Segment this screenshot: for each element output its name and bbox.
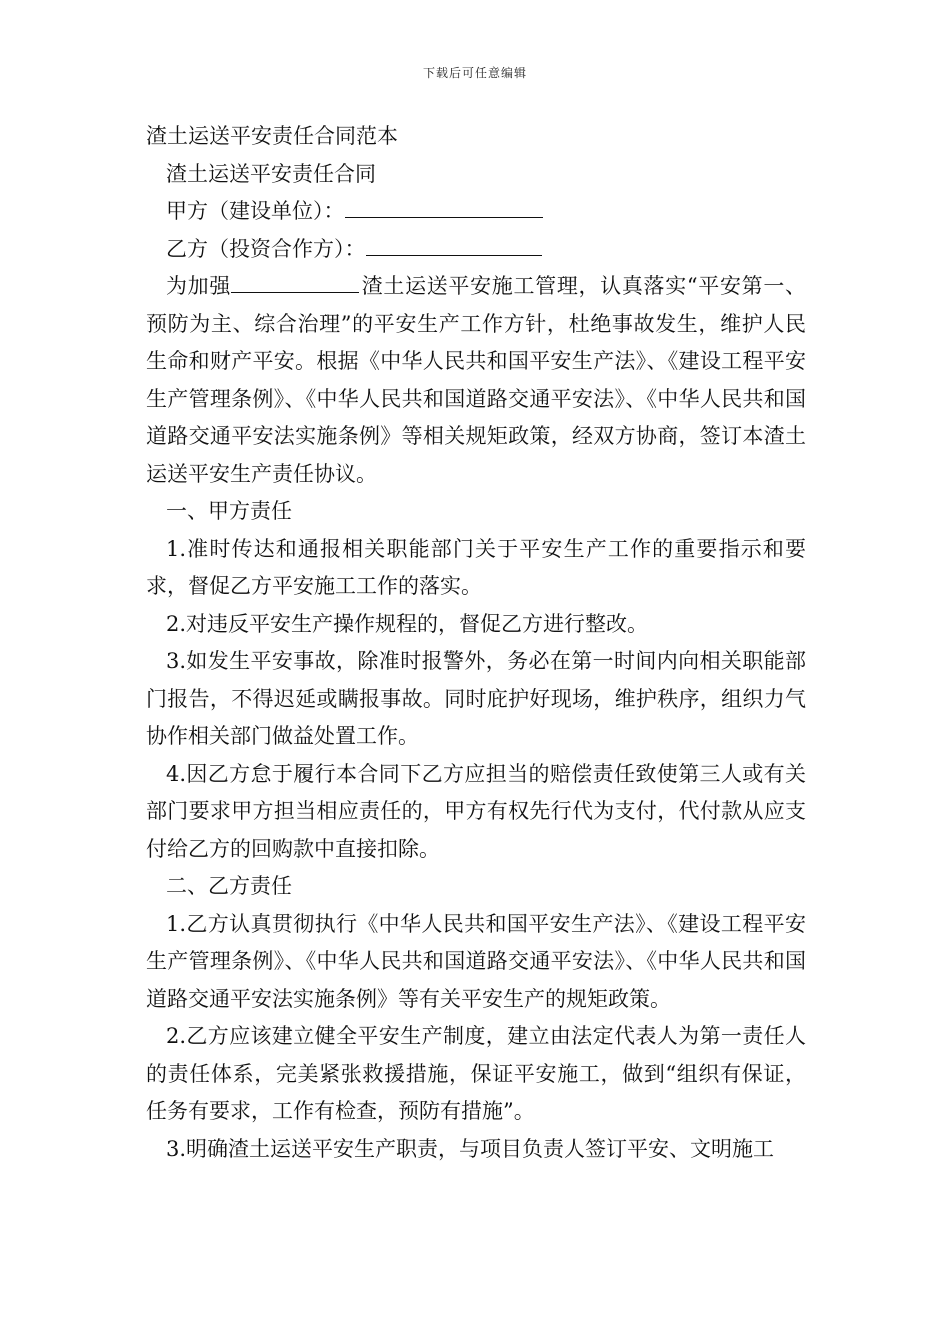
- section-1-item: 3.如发生平安事故，除准时报警外，务必在第一时间内向相关职能部门报告，不得迟延或瞒报事故。同时庇护好现场，维护秩序，组织力气协作相关部门做益处置工作。: [146, 649, 806, 748]
- contract-title: 渣土运送平安责任合同: [166, 161, 376, 186]
- document-title: 渣土运送平安责任合同范本: [146, 124, 398, 148]
- party-a-line: [146, 193, 806, 231]
- party-b-label: 乙方（投资合作方）：: [166, 236, 366, 261]
- party-a-label: 甲方（建设单位）：: [166, 199, 345, 223]
- section-1-item: 2.对违反平安生产操作规程的，督促乙方进行整改。: [166, 611, 649, 636]
- section-1-item: 4.因乙方怠于履行本合同下乙方应担当的赔偿责任致使第三人或有关部门要求甲方担当相应责任的，甲方有权先行代为支付，代付款从应支付给乙方的回购款中直接扣除。: [146, 761, 806, 861]
- section-2-item: 3.明确渣土运送平安生产职责，与项目负责人签订平安、文明施工: [166, 1136, 775, 1161]
- intro-prefix: 为加强: [166, 274, 232, 298]
- section-2-heading: 二、乙方责任: [166, 874, 292, 898]
- document-body: [146, 118, 806, 1168]
- intro-paragraph: [146, 268, 806, 493]
- section-1-heading: 一、甲方责任: [166, 499, 292, 523]
- intro-blank: [231, 270, 359, 293]
- intro-rest: 渣土运送平安施工管理，认真落实“平安第一、预防为主、综合治理”的平安生产工作方针，杜绝事故发生，维护人民生命和财产平安。根据《中华人民共和国平安生产法》、《建设工程平安生产管理条例》、《中华人民共和国道路交通平安法》、《中华人民共和国道路交通平安法实施条例》等相关规矩政策，经双方协商，签订本渣土运送平安生产责任协议。: [146, 274, 807, 486]
- party-a-blank: [345, 195, 543, 218]
- section-2-item: 2.乙方应该建立健全平安生产制度，建立由法定代表人为第一责任人的责任体系，完美紧张救援措施，保证平安施工，做到“组织有保证，任务有要求，工作有检查，预防有措施”。: [146, 1024, 806, 1123]
- party-b-line: [146, 231, 806, 269]
- party-b-blank: [366, 233, 542, 256]
- section-2-item: 1.乙方认真贯彻执行《中华人民共和国平安生产法》、《建设工程平安生产管理条例》、《中华人民共和国道路交通平安法》、《中华人民共和国道路交通平安法实施条例》等有关平安生产的规矩政策。: [146, 911, 806, 1011]
- header-note: 下载后可任意编辑: [422, 66, 527, 80]
- section-1-item: 1.准时传达和通报相关职能部门关于平安生产工作的重要指示和要求，督促乙方平安施工工作的落实。: [146, 536, 806, 598]
